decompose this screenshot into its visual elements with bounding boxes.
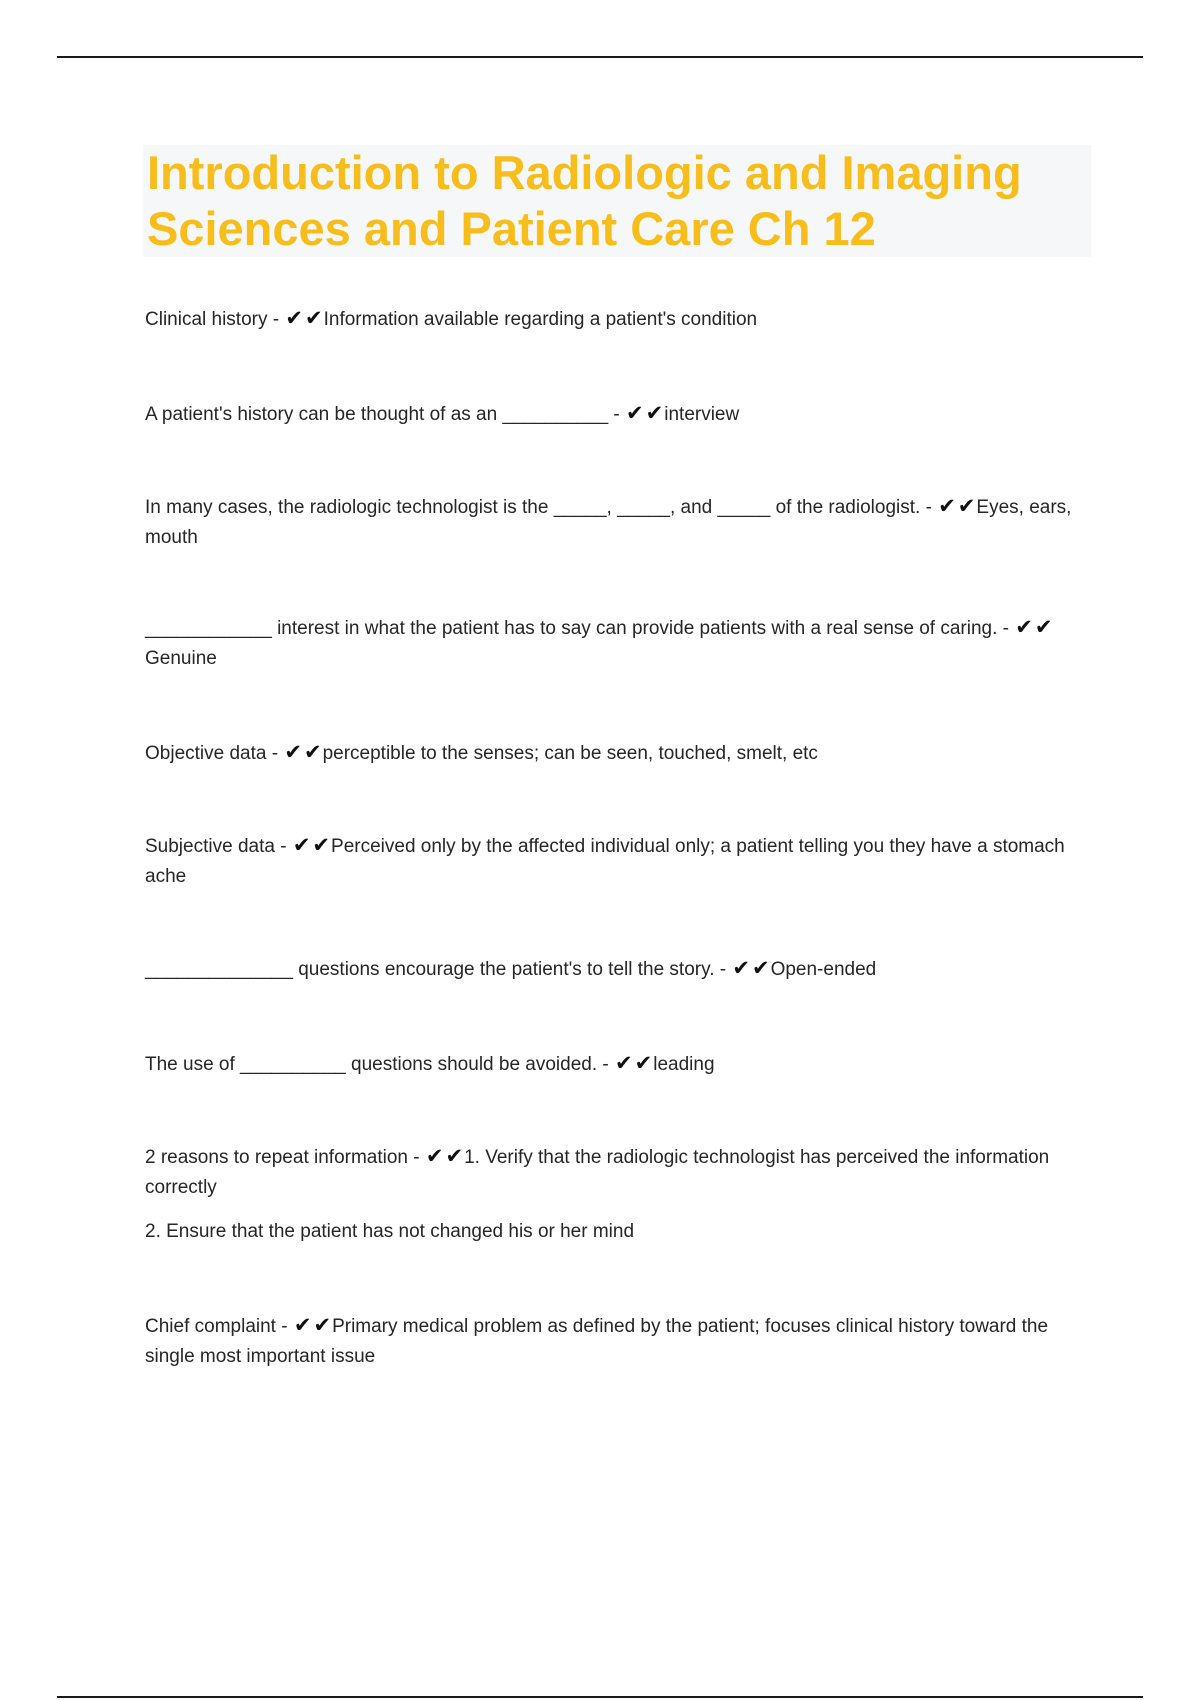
check-icon: ✔: [751, 956, 770, 980]
check-icon: ✔: [957, 494, 976, 518]
top-rule: [57, 56, 1143, 58]
card-term: Subjective data -: [145, 836, 287, 857]
card-term: Objective data -: [145, 743, 279, 764]
check-icon: ✔: [645, 401, 664, 425]
card-answer: interview: [664, 404, 740, 425]
card-answer: Primary medical problem as defined by the patient; focuses clinical history toward the single most important issue: [145, 1316, 1049, 1367]
card-answer: Open-ended: [770, 959, 877, 980]
card-answer-continued: 2. Ensure that the patient has not changed his or her mind: [145, 1221, 635, 1242]
card-term: Chief complaint -: [145, 1316, 288, 1337]
flashcard: [145, 953, 1075, 985]
check-icon: ✔: [1015, 615, 1033, 639]
document-title: Introduction to Radiologic and Imaging Sciences and Patient Care Ch 12: [147, 146, 1022, 255]
check-icon: ✔: [303, 740, 322, 764]
bottom-rule: [57, 1696, 1143, 1698]
card-answer: perceptible to the senses; can be seen, touched, smelt, etc: [322, 743, 818, 764]
check-icon: ✔: [634, 1051, 653, 1075]
flashcard: [145, 612, 1075, 674]
card-term: 2 reasons to repeat information -: [145, 1147, 420, 1168]
check-icon: ✔: [732, 956, 750, 980]
card-term: A patient's history can be thought of as an __________ -: [145, 404, 620, 425]
flashcard: [145, 1141, 1075, 1247]
card-answer: Information available regarding a patient's condition: [323, 309, 758, 330]
check-icon: ✔: [938, 494, 956, 518]
flashcard: [145, 1048, 1075, 1080]
check-icon: ✔: [1034, 615, 1053, 639]
check-icon: ✔: [313, 1313, 332, 1337]
card-answer: Perceived only by the affected individual only; a patient telling you they have a stomach ache: [145, 836, 1065, 887]
check-icon: ✔: [312, 833, 331, 857]
card-term: In many cases, the radiologic technologist is the _____, _____, and _____ of the radiologist. -: [145, 497, 932, 518]
check-icon: ✔: [293, 1313, 312, 1337]
check-icon: ✔: [292, 833, 311, 857]
card-answer: Genuine: [145, 648, 217, 669]
card-term: ______________ questions encourage the patient's to tell the story. -: [145, 959, 727, 980]
card-term: Clinical history -: [145, 309, 280, 330]
flashcard: [145, 1310, 1075, 1372]
title-block: [143, 145, 1091, 257]
check-icon: ✔: [626, 401, 644, 425]
card-term: The use of __________ questions should be avoided. -: [145, 1054, 609, 1075]
check-icon: ✔: [304, 306, 323, 330]
check-icon: ✔: [285, 306, 303, 330]
check-icon: ✔: [284, 740, 302, 764]
card-answer: Eyes, ears, mouth: [145, 497, 1072, 548]
card-term: ____________ interest in what the patient has to say can provide patients with a real sense of caring. -: [145, 618, 1009, 639]
flashcard: [145, 830, 1075, 892]
card-answer: 1. Verify that the radiologic technologist has perceived the information correctly: [145, 1147, 1050, 1198]
check-icon: ✔: [425, 1144, 444, 1168]
flashcard: [145, 398, 1075, 430]
card-answer: leading: [653, 1054, 715, 1075]
flashcard: [145, 303, 1075, 335]
check-icon: ✔: [445, 1144, 464, 1168]
check-icon: ✔: [615, 1051, 633, 1075]
flashcard: [145, 737, 1075, 769]
flashcard: [145, 491, 1075, 553]
